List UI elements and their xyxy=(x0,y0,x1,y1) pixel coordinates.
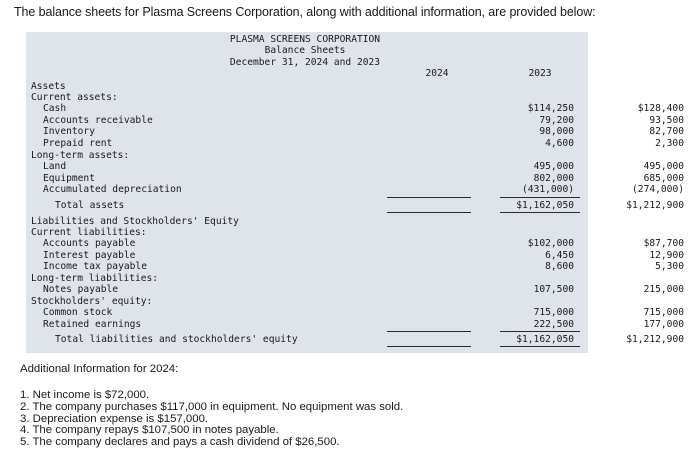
value-total-assets-2024: $1,162,050 xyxy=(516,200,574,211)
value-cash-2023: $128,400 xyxy=(637,103,684,114)
value-land-2023: 495,000 xyxy=(643,161,684,172)
intro-text: The balance sheets for Plasma Screens Corporation, along with additional information, are provided below: xyxy=(14,5,596,19)
additional-info-list xyxy=(20,390,403,449)
row-label-inventory: Inventory xyxy=(43,126,95,137)
value-total-assets-2023: $1,212,900 xyxy=(626,200,684,211)
row-label-retained-earnings: Retained earnings xyxy=(43,319,142,330)
column-header-2023: 2023 xyxy=(528,68,552,79)
value-ar-2023: 93,500 xyxy=(649,115,684,126)
row-label-prepaid-rent: Prepaid rent xyxy=(43,138,113,149)
statement-dates: December 31, 2024 and 2023 xyxy=(229,56,381,68)
section-stockholders-equity: Stockholders' equity: xyxy=(31,296,153,307)
row-label-total-assets: Total assets xyxy=(55,200,125,211)
value-common-2023: 715,000 xyxy=(643,307,684,318)
row-label-equipment: Equipment xyxy=(43,173,95,184)
value-inventory-2024: 98,000 xyxy=(539,126,574,137)
section-long-term-liabilities: Long-term liabilities: xyxy=(31,273,159,284)
row-label-accumulated-depreciation: Accumulated depreciation xyxy=(43,184,182,195)
underline-total-le-2023-top xyxy=(500,331,580,332)
value-retained-2024: 222,500 xyxy=(533,319,574,330)
value-notes-2023: 215,000 xyxy=(643,284,684,295)
value-total-le-2024: $1,162,050 xyxy=(516,334,574,345)
value-land-2024: 495,000 xyxy=(533,161,574,172)
value-ap-2024: $102,000 xyxy=(527,238,574,249)
row-label-income-tax-payable: Income tax payable xyxy=(43,261,147,272)
underline-total-le-2024-top xyxy=(387,331,471,332)
value-prepaid-2024: 4,600 xyxy=(545,138,574,149)
list-item: 3. Depreciation expense is $157,000. xyxy=(20,412,209,425)
row-label-interest-payable: Interest payable xyxy=(43,250,136,261)
section-liabilities-equity: Liabilities and Stockholders' Equity xyxy=(31,216,239,227)
section-current-liabilities: Current liabilities: xyxy=(31,227,147,238)
value-ar-2024: 79,200 xyxy=(539,115,574,126)
section-long-term-assets: Long-term assets: xyxy=(31,150,130,161)
value-accum-dep-2023: (274,000) xyxy=(632,184,684,195)
company-name: PLASMA SCREENS CORPORATION xyxy=(229,34,381,45)
row-label-accounts-receivable: Accounts receivable xyxy=(43,115,153,126)
row-label-common-stock: Common stock xyxy=(43,307,113,318)
list-item: 4. The company repays $107,500 in notes payable. xyxy=(20,424,279,437)
row-label-cash: Cash xyxy=(43,103,67,114)
balance-sheet-header xyxy=(200,34,410,68)
row-label-notes-payable: Notes payable xyxy=(43,284,119,295)
value-equipment-2023: 685,000 xyxy=(643,173,684,184)
underline-total-assets-2024-bottom xyxy=(387,212,471,213)
section-assets: Assets xyxy=(31,81,66,92)
row-label-total-liabilities-equity: Total liabilities and stockholders' equity xyxy=(55,334,298,345)
row-label-land: Land xyxy=(43,161,67,172)
value-equipment-2024: 802,000 xyxy=(533,173,574,184)
value-prepaid-2023: 2,300 xyxy=(655,138,684,149)
value-total-le-2023: $1,212,900 xyxy=(626,334,684,345)
statement-title: Balance Sheets xyxy=(264,45,346,57)
underline-total-assets-2024-top xyxy=(387,197,471,198)
value-accum-dep-2024: (431,000) xyxy=(522,184,574,195)
underline-total-assets-2023-top xyxy=(500,197,580,198)
row-label-accounts-payable: Accounts payable xyxy=(43,238,136,249)
underline-total-le-2023-bottom xyxy=(500,346,580,347)
section-current-assets: Current assets: xyxy=(31,92,118,103)
value-ap-2023: $87,700 xyxy=(643,238,684,249)
value-retained-2023: 177,000 xyxy=(643,319,684,330)
value-cash-2024: $114,250 xyxy=(527,103,574,114)
value-notes-2024: 107,500 xyxy=(533,284,574,295)
value-inventory-2023: 82,700 xyxy=(649,126,684,137)
underline-total-assets-2023-bottom xyxy=(500,212,580,213)
list-item: 5. The company declares and pays a cash dividend of $26,500. xyxy=(20,436,340,449)
list-item: 1. Net income is $72,000. xyxy=(20,389,150,401)
value-common-2024: 715,000 xyxy=(533,307,574,318)
value-interest-2023: 12,900 xyxy=(649,250,684,261)
value-income-tax-2024: 8,600 xyxy=(545,261,574,272)
underline-total-le-2024-bottom xyxy=(387,346,471,347)
list-item: 2. The company purchases $117,000 in equipment. No equipment was sold. xyxy=(20,400,404,413)
additional-info-title: Additional Information for 2024: xyxy=(20,363,179,375)
column-header-2024: 2024 xyxy=(425,68,449,79)
value-interest-2024: 6,450 xyxy=(545,250,574,261)
value-income-tax-2023: 5,300 xyxy=(655,261,684,272)
